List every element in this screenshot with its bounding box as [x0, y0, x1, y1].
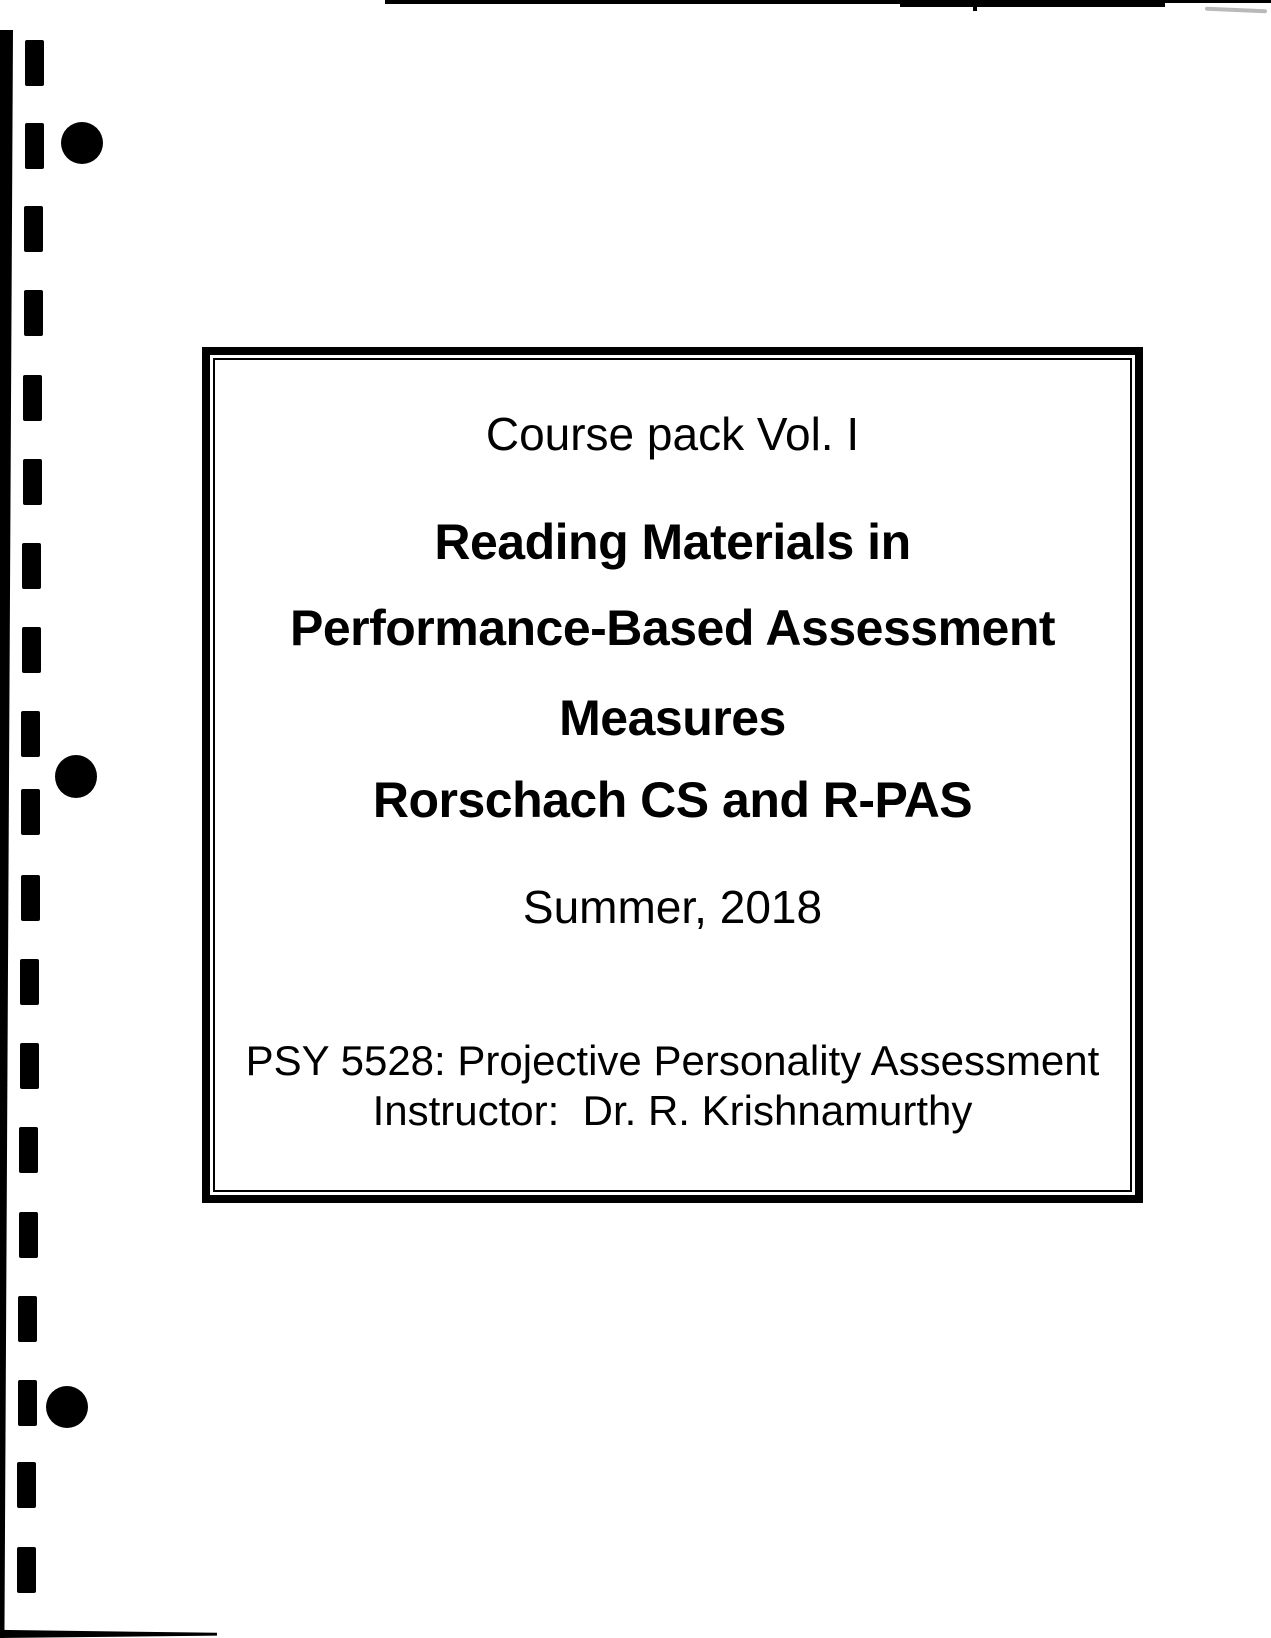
scan-edge-top — [1160, 0, 1271, 3]
binding-hole-mark — [25, 40, 44, 86]
binding-hole-mark — [24, 290, 43, 336]
binding-hole-mark — [23, 375, 42, 421]
term-label: Summer, 2018 — [522, 881, 823, 933]
binding-hole-mark — [21, 711, 40, 757]
scan-smudge — [1205, 7, 1267, 14]
punch-hole — [61, 122, 103, 164]
binding-hole-mark — [24, 206, 43, 252]
title-line: Reading Materials in — [434, 514, 911, 570]
volume-label: Course pack Vol. I — [485, 408, 860, 460]
title-line: Performance-Based Assessment — [289, 600, 1056, 656]
binding-hole-mark — [17, 1462, 36, 1508]
punch-hole — [46, 1386, 88, 1428]
binding-hole-mark — [20, 959, 39, 1005]
course-label: PSY 5528: Projective Personality Assessment — [245, 1037, 1100, 1084]
binding-hole-mark — [25, 123, 44, 169]
binding-hole-mark — [19, 1212, 38, 1258]
binding-hole-mark — [19, 1127, 38, 1173]
binding-hole-mark — [18, 1380, 37, 1426]
binding-hole-mark — [22, 627, 41, 673]
scan-edge-left — [0, 30, 13, 1638]
binding-hole-mark — [18, 1296, 37, 1342]
instructor-label: Instructor: Dr. R. Krishnamurthy — [372, 1087, 973, 1134]
title-line: Measures — [559, 690, 786, 746]
scan-edge-top — [385, 0, 907, 4]
title-line: Rorschach CS and R-PAS — [372, 772, 973, 828]
binding-hole-mark — [21, 875, 40, 921]
binding-hole-mark — [20, 1043, 39, 1089]
binding-hole-mark — [22, 543, 41, 589]
binding-hole-mark — [17, 1547, 36, 1593]
binding-hole-mark — [23, 459, 42, 505]
punch-hole — [55, 755, 97, 798]
scan-tick-mark — [973, 0, 977, 11]
scan-edge-top — [900, 0, 1165, 7]
scan-edge-bottom — [0, 1629, 217, 1638]
cover-box — [202, 347, 1143, 1203]
binding-hole-mark — [21, 789, 40, 835]
